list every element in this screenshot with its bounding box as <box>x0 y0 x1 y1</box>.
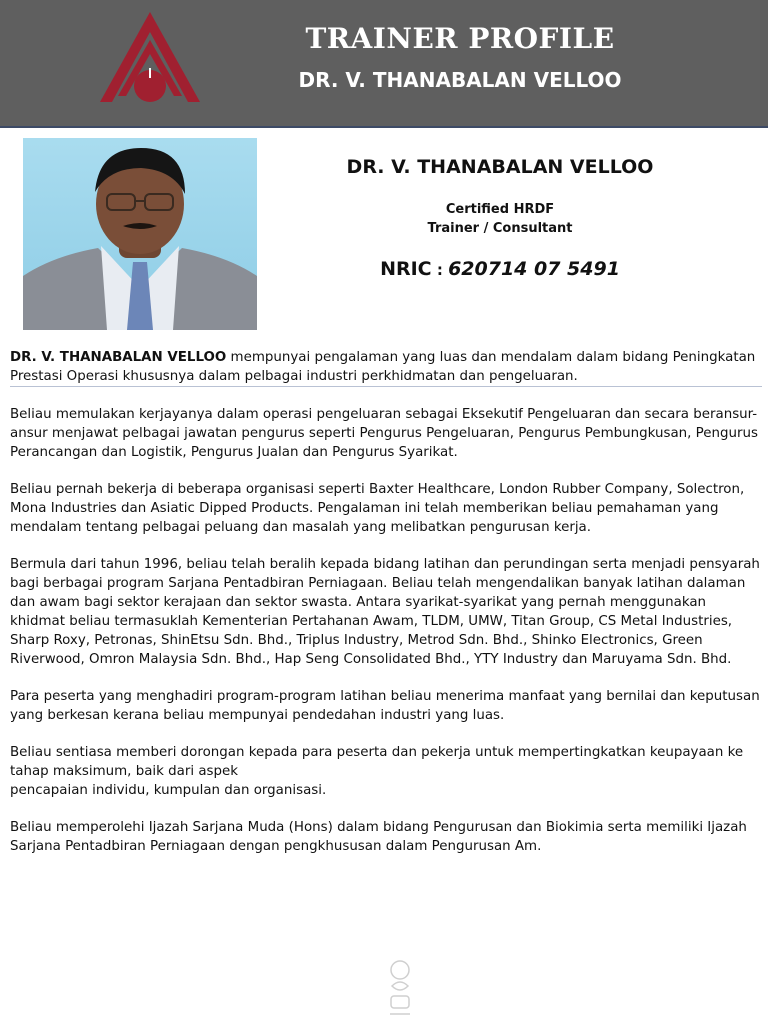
page-title: TRAINER PROFILE <box>305 22 615 55</box>
nric-line <box>300 258 700 280</box>
certification-line-2: Trainer / Consultant <box>427 221 573 236</box>
certification-line-1: Certified HRDF <box>445 202 555 217</box>
intro-text: mempunyai pengalaman yang luas dan mendalam dalam bidang Peningkatan Prestasi Operasi khususnya dalam pelbagai industri perkhidmatan dan pengeluaran. <box>10 350 756 384</box>
nric-value: 620714 07 5491 <box>448 258 620 280</box>
paragraph-encouragement <box>10 743 762 800</box>
nric-label: NRIC <box>380 258 432 280</box>
certification <box>300 200 700 238</box>
paragraph-organisations: Beliau pernah bekerja di beberapa organisasi seperti Baxter Healthcare, London Rubber Company, Solectron, Mona Industries dan Asiatic Dipped Products. Pengalaman ini telah memberikan beliau pemahaman yang mendalam tentang pelbagai peluang dan masalah yang melibatkan pengurusan kerja. <box>10 482 745 535</box>
profile-body <box>10 348 762 874</box>
nric-colon: : <box>431 261 449 279</box>
encouragement-line-1: Beliau sentiasa memberi dorongan kepada para peserta dan pekerja untuk mempertingkatkan keupayaan ke tahap maksimum, baik dari aspek <box>10 745 744 779</box>
paragraph-training: Bermula dari tahun 1996, beliau telah beralih kepada bidang latihan dan perundingan serta menjadi pensyarah bagi berbagai program Sarjana Pentadbiran Perniagaan. Beliau telah mengendalikan banyak latihan dalaman dan awam bagi sektor kerajaan dan sektor swasta. Antara syarikat-syarikat yang pernah menggunakan khidmat beliau termasuklah Kementerian Pertahanan Awam, TLDM, UMW, Titan Group, CS Metal Industries, Sharp Roxy, Petronas, ShinEtsu Sdn. Bhd., Triplus Industry, Metrod Sdn. Bhd., Shinko Electronics, Green Riverwood, Omron Malaysia Sdn. Bhd., Hap Seng Consolidated Bhd., YTY Industry dan Maruyama Sdn. Bhd. <box>10 557 760 667</box>
page-subtitle: DR. V. THANABALAN VELLOO <box>298 68 622 92</box>
paragraph-participants: Para peserta yang menghadiri program-program latihan beliau menerima manfaat yang bernilai dan keputusan yang berkesan kerana beliau mempunyai pendedahan industri yang luas. <box>10 689 760 723</box>
intro-name: DR. V. THANABALAN VELLOO <box>10 350 227 365</box>
paragraph-education: Beliau memperolehi Ijazah Sarjana Muda (Hons) dalam bidang Pengurusan dan Biokimia serta memiliki Ijazah Sarjana Pentadbiran Perniagaan dengan pengkhususan dalam Pengurusan Am. <box>10 820 747 854</box>
encouragement-line-2: pencapaian individu, kumpulan dan organisasi. <box>10 783 327 798</box>
trainer-name: DR. V. THANABALAN VELLOO <box>346 156 654 178</box>
paragraph-career: Beliau memulakan kerjayanya dalam operasi pengeluaran sebagai Eksekutif Pengeluaran dan secara beransur-ansur menjawat pelbagai jawatan pengurus seperti Pengurus Pengeluaran, Pengurus Pembungkusan, Pengurus Perancangan dan Logistik, Pengurus Jualan dan Pengurus Syarikat. <box>10 407 758 460</box>
faint-emblem-icon <box>384 958 416 1022</box>
header-banner <box>0 0 768 128</box>
triangle-circle-logo-icon <box>96 10 204 114</box>
paragraph-intro <box>10 348 762 387</box>
portrait-photo <box>23 138 257 330</box>
